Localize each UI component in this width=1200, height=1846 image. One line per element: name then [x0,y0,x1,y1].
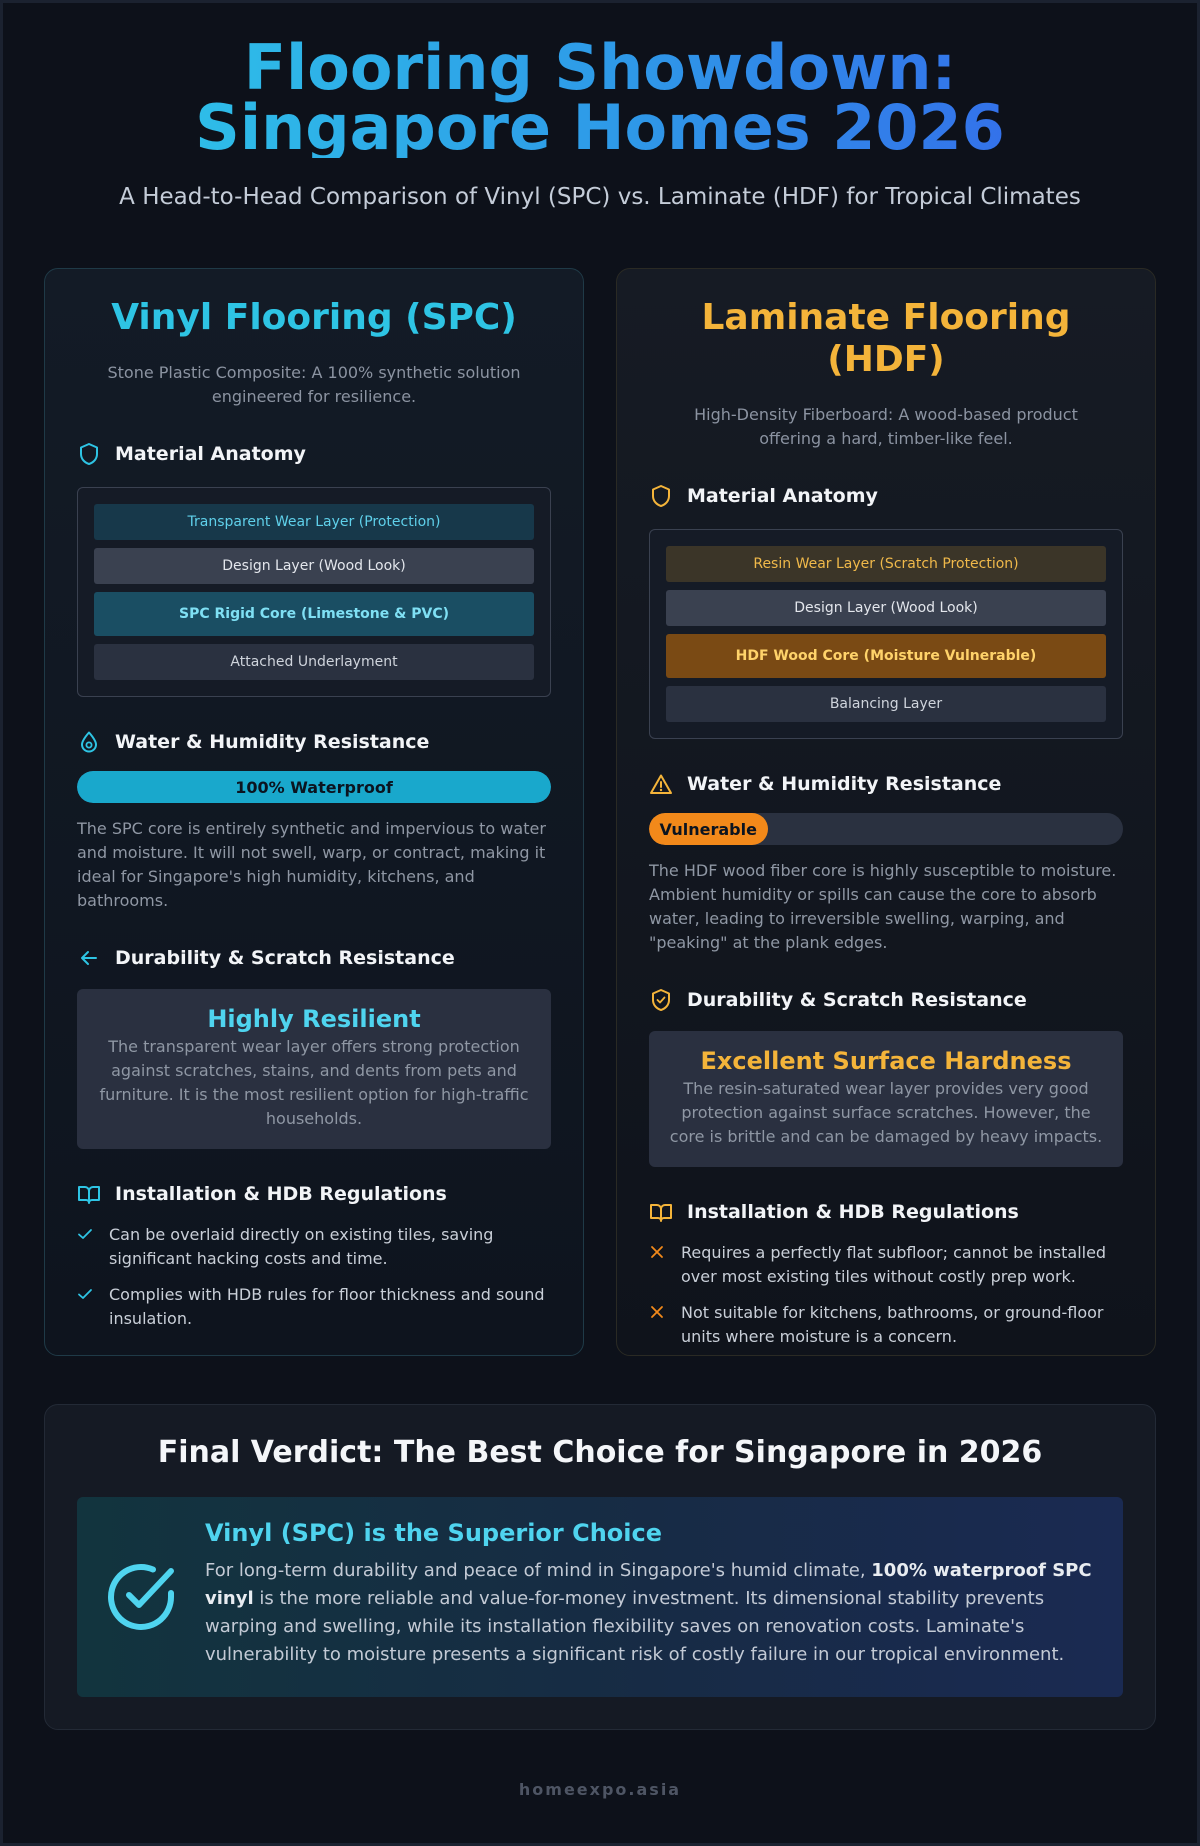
verdict-text-after: is the more reliable and value-for-money investment. Its dimensional stability prevents warping and swelling, while its installation flexibility saves on renovation costs. Laminate's vulnerability to moisture presents a significant risk of costly failure in our tropical environment. [205,1588,1065,1665]
water-bar-fill: 100% Waterproof [77,771,551,803]
arrow-left-icon [77,946,101,970]
laminate-durability-box [649,1031,1123,1167]
anatomy-layer-wear: Transparent Wear Layer (Protection) [94,504,534,540]
cross-icon [649,1301,681,1349]
verdict-text-bold: 100% waterproof SPC vinyl [205,1560,1092,1609]
open-book-icon [77,1182,101,1206]
vinyl-anatomy-heading [77,441,551,467]
section-label: Durability & Scratch Resistance [115,947,455,969]
page-subtitle: A Head-to-Head Comparison of Vinyl (SPC) vs. Laminate (HDF) for Tropical Climates [119,184,1081,210]
water-bar-fill: Vulnerable [649,813,768,845]
section-label: Material Anatomy [687,485,878,507]
durability-text: The resin-saturated wear layer provides very good protection against surface scratches. However, the core is brittle and can be damaged by heavy impacts. [669,1079,1103,1146]
list-item [649,1301,1123,1349]
shield-check-icon [649,988,673,1012]
footer-site: homeexpo.asia [518,1780,682,1799]
anatomy-layer-design: Design Layer (Wood Look) [666,590,1106,626]
check-icon [77,1223,109,1271]
page-header [0,31,1200,210]
vinyl-card-title: Vinyl Flooring (SPC) [111,297,517,338]
anatomy-layer-balancing: Balancing Layer [666,686,1106,722]
laminate-card-title: Laminate Flooring (HDF) [701,297,1071,380]
vinyl-card-description: Stone Plastic Composite: A 100% synthetic solution engineered for resilience. [107,363,521,406]
anatomy-layer-design: Design Layer (Wood Look) [94,548,534,584]
verdict-title: Final Verdict: The Best Choice for Singapore in 2026 [157,1435,1043,1470]
list-item-text: Requires a perfectly flat subfloor; cannot be installed over most existing tiles without costly prep work. [681,1243,1107,1286]
laminate-anatomy-heading [649,483,1123,509]
shield-icon [77,442,101,466]
vinyl-installation-heading [77,1181,551,1207]
vinyl-durability-box [77,989,551,1149]
verdict-box [77,1497,1123,1697]
anatomy-layer-core: HDF Wood Core (Moisture Vulnerable) [666,634,1106,678]
laminate-anatomy-diagram [649,529,1123,739]
laminate-water-bar [649,813,1123,845]
laminate-water-heading [649,771,1123,797]
section-label: Water & Humidity Resistance [687,773,1002,795]
section-label: Water & Humidity Resistance [115,731,430,753]
durability-title: Highly Resilient [207,1005,421,1033]
list-item-text: Can be overlaid directly on existing tiles, saving significant hacking costs and time. [109,1225,494,1268]
vinyl-card [44,268,584,1356]
vinyl-water-text: The SPC core is entirely synthetic and impervious to water and moisture. It will not swell, warp, or contract, making it ideal for Singapore's high humidity, kitchens, and bathrooms. [77,819,546,910]
vinyl-anatomy-diagram [77,487,551,697]
laminate-installation-heading [649,1199,1123,1225]
verdict-text [205,1557,1095,1669]
water-drop-icon [77,730,101,754]
check-circle-icon [77,1497,205,1635]
page-title: Flooring Showdown: Singapore Homes 2026 [80,38,1120,158]
laminate-water-text: The HDF wood fiber core is highly susceptible to moisture. Ambient humidity or spills can cause the core to absorb water, leading to irreversible swelling, warping, and "peaking" at the plank edges. [649,861,1117,952]
durability-title: Excellent Surface Hardness [700,1047,1072,1075]
section-label: Durability & Scratch Resistance [687,989,1027,1011]
section-label: Installation & HDB Regulations [115,1183,447,1205]
list-item [77,1223,551,1271]
verdict-headline: Vinyl (SPC) is the Superior Choice [205,1519,663,1547]
laminate-card-description: High-Density Fiberboard: A wood-based product offering a hard, timber-like feel. [694,405,1078,448]
list-item-text: Complies with HDB rules for floor thickness and sound insulation. [109,1285,545,1328]
shield-icon [649,484,673,508]
cross-icon [649,1241,681,1289]
check-icon [77,1283,109,1331]
anatomy-layer-wear: Resin Wear Layer (Scratch Protection) [666,546,1106,582]
verdict-text-before: For long-term durability and peace of mind in Singapore's humid climate, [205,1560,872,1581]
vinyl-water-bar [77,771,551,803]
anatomy-layer-underlayment: Attached Underlayment [94,644,534,680]
vinyl-water-heading [77,729,551,755]
list-item-text: Not suitable for kitchens, bathrooms, or ground-floor units where moisture is a concern. [681,1303,1104,1346]
durability-text: The transparent wear layer offers strong protection against scratches, stains, and dents from pets and furniture. It is the most resilient option for high-traffic households. [99,1037,529,1128]
vinyl-durability-heading [77,945,551,971]
laminate-card [616,268,1156,1356]
laminate-installation-list [649,1241,1123,1349]
warning-icon [649,772,673,796]
final-verdict-panel [44,1404,1156,1730]
verdict-content [205,1497,1123,1669]
vinyl-installation-list [77,1223,551,1331]
section-label: Material Anatomy [115,443,306,465]
laminate-durability-heading [649,987,1123,1013]
list-item [77,1283,551,1331]
list-item [649,1241,1123,1289]
section-label: Installation & HDB Regulations [687,1201,1019,1223]
open-book-icon [649,1200,673,1224]
anatomy-layer-core: SPC Rigid Core (Limestone & PVC) [94,592,534,636]
